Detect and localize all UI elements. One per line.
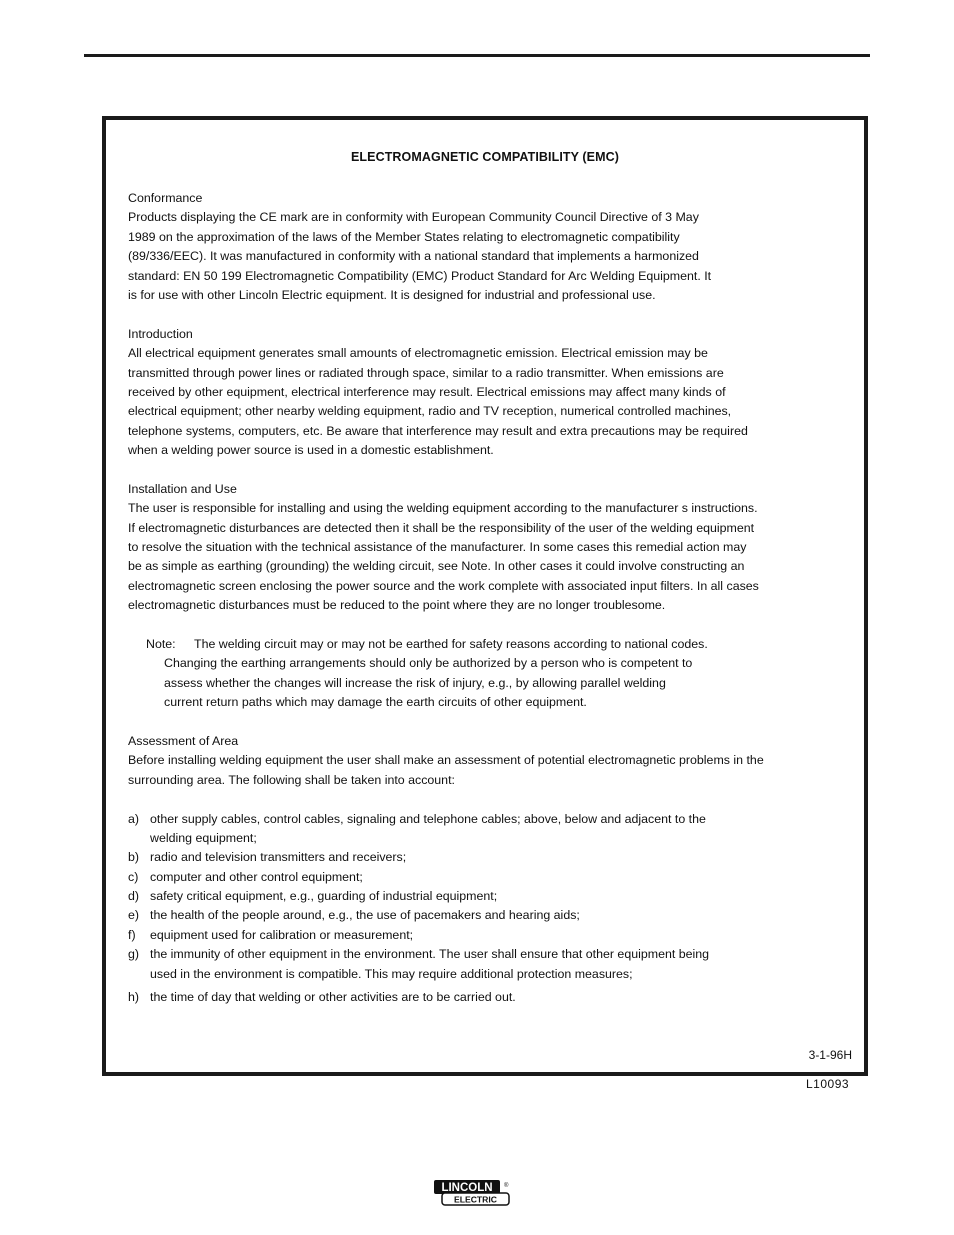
list-item: d) safety critical equipment, e.g., guarding of industrial equipment;	[128, 889, 498, 904]
conformance-line: 1989 on the approximation of the laws of the Member States relating to electromagnetic compatibility	[128, 229, 680, 244]
installation-line: If electromagnetic disturbances are detected then it shall be the responsibility of the user of the welding equipment	[128, 520, 755, 535]
list-item-continuation: used in the environment is compatible. This may require additional protection measures;	[150, 966, 633, 981]
introduction-line: transmitted through power lines or radiated through space, similar to a radio transmitter. When emissions are	[128, 365, 724, 380]
emc-notice-box	[102, 116, 868, 1076]
installation-line: electromagnetic screen enclosing the power source and the work complete with associated input filters. In all cases	[128, 578, 759, 593]
introduction-line: telephone systems, computers, etc. Be aware that interference may result and extra precautions may be required	[128, 423, 748, 438]
note-first-line: The welding circuit may or may not be earthed for safety reasons according to national codes.	[194, 636, 708, 651]
assessment-list	[128, 810, 828, 1008]
conformance-line: Products displaying the CE mark are in conformity with European Community Council Directive of 3 May	[128, 210, 699, 225]
header-rule	[84, 54, 870, 57]
assessment-line: Before installing welding equipment the user shall make an assessment of potential electromagnetic problems in the	[128, 753, 764, 768]
logo-text-top: LINCOLN	[441, 1182, 493, 1195]
list-item: f) equipment used for calibration or measurement;	[128, 927, 414, 942]
introduction-line: electrical equipment; other nearby welding equipment, radio and TV reception, numerical controlled machines,	[128, 404, 732, 419]
installation-line: The user is responsible for installing and using the welding equipment according to the manufacturer s instructions.	[128, 501, 758, 516]
conformance-heading: Conformance	[128, 191, 203, 205]
list-item: a) other supply cables, control cables, signaling and telephone cables; above, below and adjacent to the	[128, 811, 706, 826]
conformance-line: is for use with other Lincoln Electric equipment. It is designed for industrial and professional use.	[128, 287, 656, 302]
note-line: Changing the earthing arrangements should only be authorized by a person who is competent to	[164, 656, 693, 671]
list-item: g) the immunity of other equipment in the environment. The user shall ensure that other equipment being	[128, 947, 710, 962]
note-line: current return paths which may damage the earth circuits of other equipment.	[164, 695, 587, 710]
page-title: ELECTROMAGNETIC COMPATIBILITY (EMC)	[350, 150, 620, 164]
list-item: b) radio and television transmitters and receivers;	[128, 850, 407, 865]
logo-text-bottom: ELECTRIC	[454, 1194, 497, 1205]
list-item: e) the health of the people around, e.g., the use of pacemakers and hearing aids;	[128, 908, 580, 923]
introduction-heading: Introduction	[128, 326, 193, 341]
note-label: Note:	[146, 636, 176, 651]
assessment-heading: Assessment of Area	[128, 733, 239, 748]
assessment-line: surrounding area. The following shall be taken into account:	[128, 772, 455, 787]
revision-code: 3-1-96H	[808, 1048, 852, 1062]
introduction-line: received by other equipment, electrical interference may result. Electrical emissions may affect many kinds of	[128, 384, 726, 399]
list-item: h) the time of day that welding or other activities are to be carried out.	[128, 990, 516, 1005]
installation-line: electromagnetic disturbances must be reduced to the point where they are no longer troublesome.	[128, 598, 666, 613]
lincoln-electric-logo	[433, 1178, 513, 1208]
conformance-line: (89/336/EEC). It was manufactured in conformity with a national standard that implements a harmonized	[128, 249, 699, 264]
note-block	[128, 635, 828, 713]
installation-line: to resolve the situation with the technical assistance of the manufacturer. In some cases this remedial action may	[128, 540, 747, 555]
notice-content	[128, 189, 828, 1007]
note-line: assess whether the changes will increase the risk of injury, e.g., by allowing parallel welding	[164, 675, 666, 690]
installation-line: be as simple as earthing (grounding) the welding circuit, see Note. In other cases it could involve constructing an	[128, 559, 745, 574]
list-item-continuation: welding equipment;	[150, 830, 257, 845]
registered-mark: ®	[504, 1183, 509, 1189]
list-item: c) computer and other control equipment;	[128, 869, 363, 884]
introduction-line: when a welding power source is used in a domestic establishment.	[128, 443, 494, 458]
conformance-line: standard: EN 50 199 Electromagnetic Compatibility (EMC) Product Standard for Arc Welding Equipment. It	[128, 268, 712, 283]
introduction-line: All electrical equipment generates small amounts of electromagnetic emission. Electrical emission may be	[128, 346, 708, 361]
reference-code: L10093	[806, 1077, 850, 1091]
installation-heading: Installation and Use	[128, 481, 237, 496]
